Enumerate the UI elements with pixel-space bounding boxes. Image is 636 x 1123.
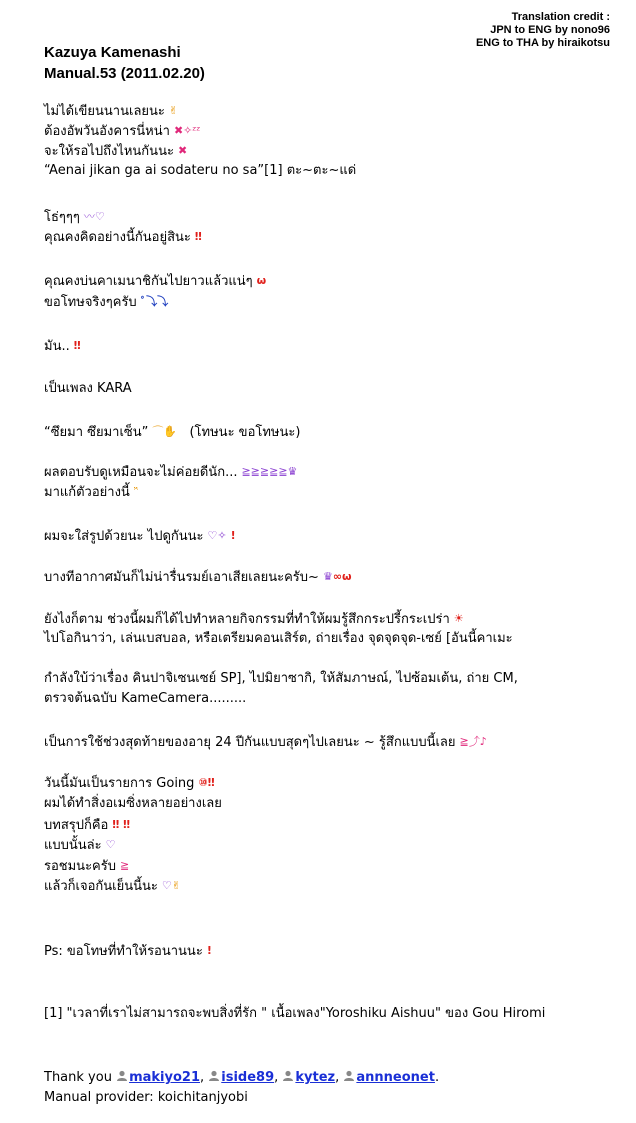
user-link-annneonet[interactable]: annneonet <box>356 1070 435 1085</box>
user-icon <box>343 1070 355 1082</box>
credit-jpn-eng: JPN to ENG by nono96 <box>490 24 610 36</box>
circle-double-exclamation-icon: ⑩‼ <box>198 776 215 789</box>
apology-hand-icon: ⌒✋ <box>152 425 178 438</box>
body-line: ต้องอัพวันอังคารนี่หน่า ✖✧ᶻᶻ <box>44 124 201 139</box>
sleepy-face-icon: ✖✧ᶻᶻ <box>173 124 201 137</box>
body-line: “ซึยมา ซึยมาเซ็น” ⌒✋ (โทษนะ ขอโทษนะ) <box>44 425 301 440</box>
body-line: วันนี้มันเป็นรายการ Going ⑩‼ <box>44 776 215 791</box>
user-link-iside89[interactable]: iside89 <box>221 1070 275 1085</box>
body-line: บทสรุปก็คือ ‼ ‼ <box>44 818 130 833</box>
body-line: ไปโอกินาว่า, เล่นเบสบอล, หรือเตรียมคอนเสิร์ต, ถ่ายเรื่อง จุดจุดจุด-เซย์ [อันนี้คาเมะ <box>44 631 513 646</box>
thank-you-line: Thank you makiyo21, iside89, kytez, annneonet. <box>44 1070 440 1085</box>
manual-number: Manual.53 (2011.02.20) <box>44 65 205 82</box>
double-exclamation-icon: ‼ <box>73 339 81 352</box>
body-line: ผมจะใส่รูปด้วยนะ ไปดูกันนะ ♡✧ ! <box>44 529 236 544</box>
peace-sign-icon: ✌ <box>168 104 179 117</box>
credit-eng-tha: ENG to THA by hiraikotsu <box>475 37 610 49</box>
author-name: Kazuya Kamenashi <box>44 44 181 61</box>
exclamation-icon: ! <box>230 529 236 542</box>
translation-credit <box>476 11 610 50</box>
user-link-makiyo21[interactable]: makiyo21 <box>129 1070 200 1085</box>
double-exclamation-icon: ‼ <box>194 230 202 243</box>
body-line: รอชมนะครับ ≧ <box>44 859 130 874</box>
sparkle-heart-icon: ♡✧ <box>207 529 227 542</box>
body-line: ตรวจต้นฉบับ KameCamera......... <box>44 691 247 706</box>
body-line: มาแก้ตัวอย่างนี้ ᵔ̈ <box>44 485 139 500</box>
happy-note-icon: ≧⤴♪ <box>459 735 487 748</box>
credit-title: Translation credit : <box>511 11 610 23</box>
heart-icon: ♡ <box>105 838 116 851</box>
cat-face-icon: ᵔ̈ <box>133 485 139 498</box>
manual-provider: Manual provider: koichitanjyobi <box>44 1090 248 1105</box>
heart-peace-icon: ♡✌ <box>161 879 181 892</box>
lips-icon: ω <box>256 274 267 287</box>
angry-face-icon: ✖ <box>177 144 188 157</box>
smile-icon: ≧ <box>119 859 130 872</box>
footnote: [1] "เวลาที่เราไม่สามารถจะพบสิ่งที่รัก " เนื้อเพลง"Yoroshiku Aishuu" ของ Gou Hiromi <box>44 1006 546 1021</box>
manual-header <box>44 42 205 84</box>
body-line: เป็นเพลง KARA <box>44 381 132 396</box>
weather-lips-icon: ♛∞ω <box>322 570 352 583</box>
body-line: “Aenai jikan ga ai sodateru no sa”[1] ตะ~ตะ~แด่ <box>44 163 357 178</box>
user-link-kytez[interactable]: kytez <box>295 1070 336 1085</box>
body-line: โธ่ๆๆๆ 〰♡ <box>44 210 105 225</box>
user-icon <box>208 1070 220 1082</box>
body-line: แล้วก็เจอกันเย็นนี้นะ ♡✌ <box>44 879 181 894</box>
user-icon <box>282 1070 294 1082</box>
body-line: ขอโทษจริงๆครับ ﾟ⤵⤵ <box>44 295 169 310</box>
wave-heart-icon: 〰♡ <box>83 210 105 223</box>
double-exclamation-icon: ‼ ‼ <box>112 818 130 831</box>
body-line: ผลตอบรับดูเหมือนจะไม่ค่อยดีนัก... ≧≧≧≧≧♛ <box>44 465 298 480</box>
bowing-arrows-icon: ﾟ⤵⤵ <box>140 295 169 308</box>
body-line: แบบนั้นล่ะ ♡ <box>44 838 116 853</box>
sweat-faces-icon: ≧≧≧≧≧♛ <box>241 465 298 478</box>
exclamation-icon: ! <box>206 944 212 957</box>
body-line: กำลังใบ้ว่าเรื่อง คินปาจิเซนเซย์ SP], ไปมิยาซากิ, ให้สัมภาษณ์, ไปซ้อมเต้น, ถ่าย CM, <box>44 671 518 686</box>
sun-icon: ☀ <box>453 612 464 625</box>
ps-line: Ps: ขอโทษที่ทำให้รอนานนะ ! <box>44 944 212 959</box>
user-icon <box>116 1070 128 1082</box>
body-line: จะให้รอไปถึงไหนกันนะ ✖ <box>44 144 188 159</box>
body-line: ผมได้ทำสิ่งอเมซิ่งหลายอย่างเลย <box>44 796 222 811</box>
body-line: คุณคงคิดอย่างนี้กันอยู่สินะ ‼ <box>44 230 202 245</box>
body-line: คุณคงบ่นคาเมนาชิกันไปยาวแล้วแน่ๆ ω <box>44 274 267 289</box>
body-line: มัน.. ‼ <box>44 339 81 354</box>
body-line: เป็นการใช้ช่วงสุดท้ายของอายุ 24 ปีกันแบบสุดๆไปเลยนะ ~ รู้สึกแบบนี้เลย ≧⤴♪ <box>44 735 487 750</box>
body-line: ไม่ได้เขียนนานเลยนะ ✌ <box>44 104 179 119</box>
body-line: บางทีอากาศมันก็ไม่น่ารื่นรมย์เอาเสียเลยนะครับ~ ♛∞ω <box>44 570 352 585</box>
body-line: ยังไงก็ตาม ช่วงนี้ผมก็ได้ไปทำหลายกิจกรรมที่ทำให้ผมรู้สึกกระปรี้กระเปร่า ☀ <box>44 612 464 627</box>
